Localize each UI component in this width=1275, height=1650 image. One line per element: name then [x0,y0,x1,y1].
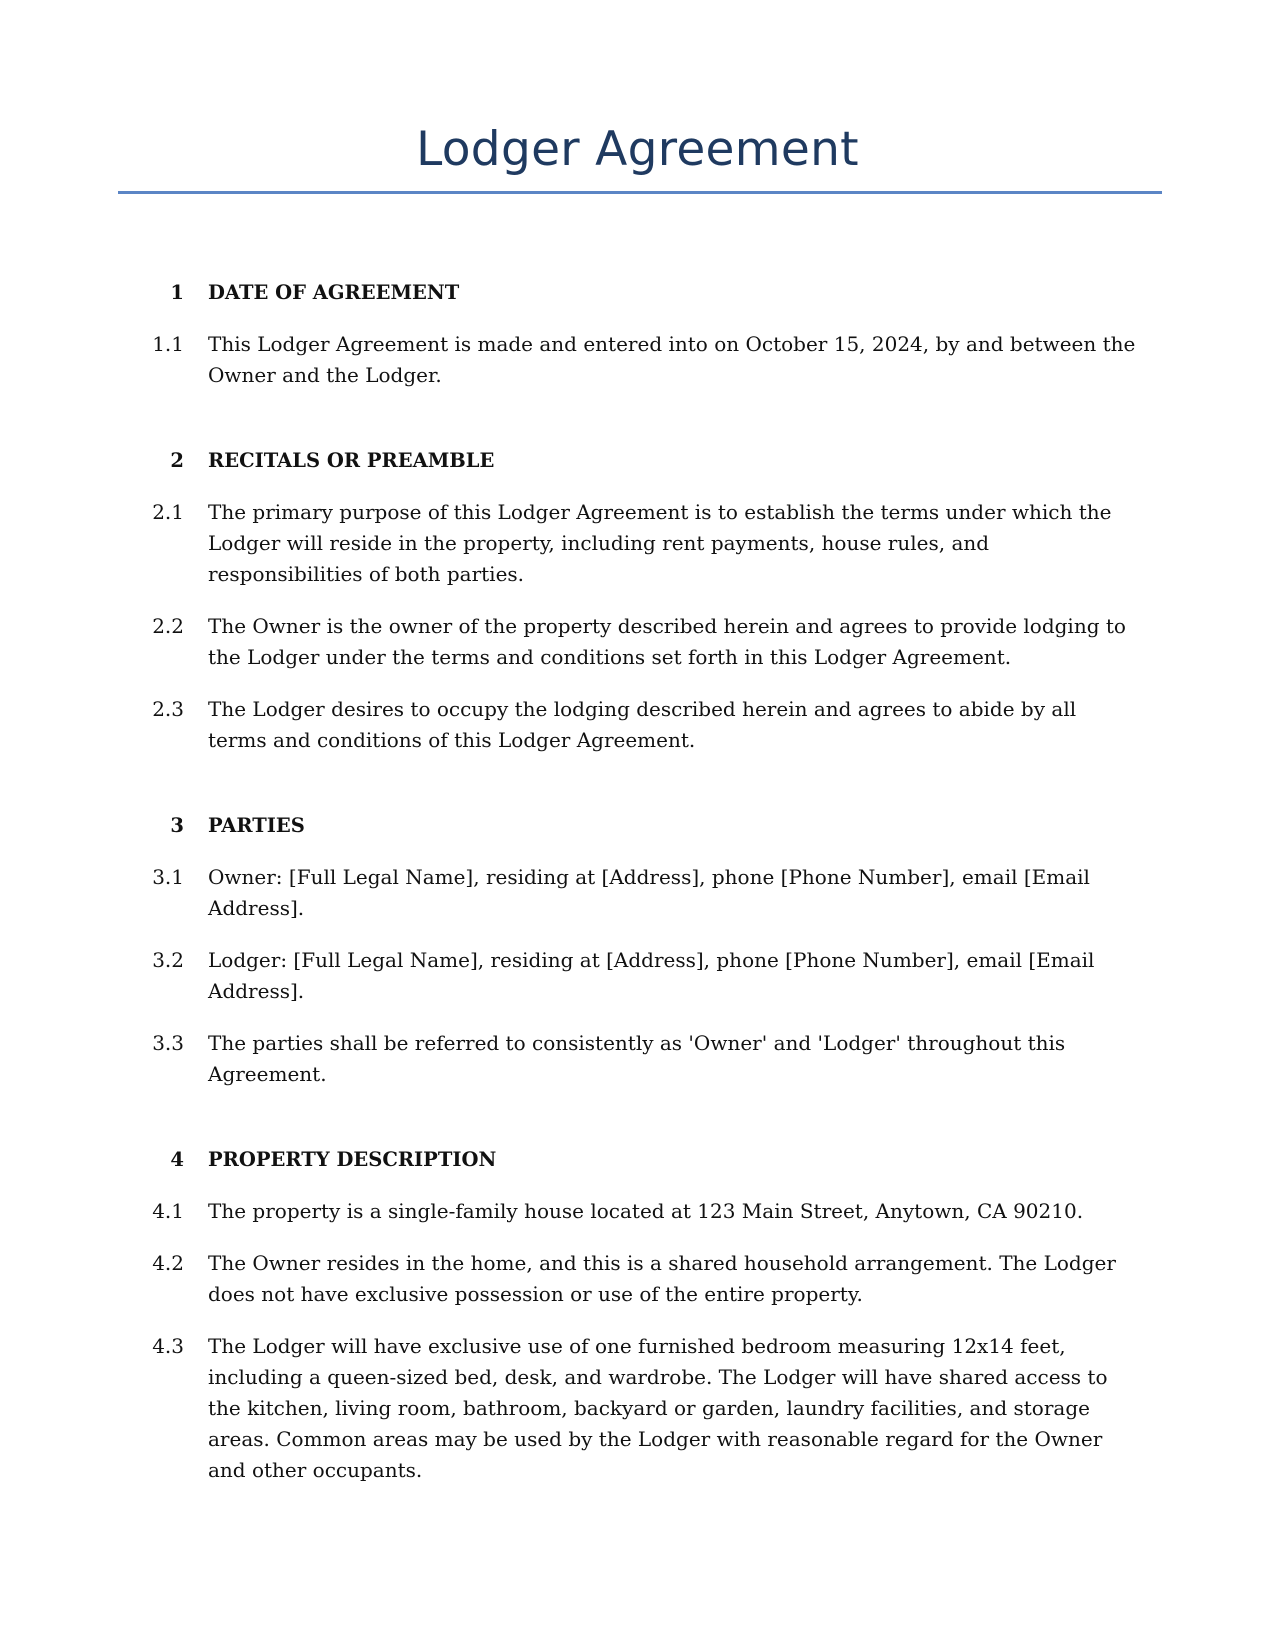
clause-number: 2.1 [152,500,184,524]
clause [0,611,1275,673]
section-parties [0,811,1275,1090]
clause-number: 3.2 [152,948,184,972]
clause [0,1196,1275,1227]
clause-number: 4.2 [152,1251,184,1275]
section-title: DATE OF AGREEMENT [208,281,460,304]
clause [0,694,1275,756]
clause-text: The Lodger will have exclusive use of one furnished bedroom measuring 12x14 feet, including a queen-sized bed, desk, and wardrobe. The Lodger will have shared access to the kitchen, living room, bathroom, backyard or garden, laundry facilities, and storage areas. Common areas may be used by the Lodger with reasonable regard for the Owner and other occupants. [208,1334,1108,1482]
document-body [0,278,1275,1541]
section-number: 4 [170,1148,184,1171]
section-title: PROPERTY DESCRIPTION [208,1148,497,1171]
clause-number: 4.1 [152,1199,184,1223]
clause-text: The Lodger desires to occupy the lodging described herein and agrees to abide by all terms and conditions of this Lodger Agreement. [208,697,1077,752]
clause-text: Lodger: [Full Legal Name], residing at [Address], phone [Phone Number], email [Email Address]. [208,948,1095,1003]
clause-text: The primary purpose of this Lodger Agreement is to establish the terms under which the Lodger will reside in the property, including rent payments, house rules, and responsibilities of both parties. [208,500,1112,586]
clause-number: 1.1 [152,332,184,356]
section-title: RECITALS OR PREAMBLE [208,449,495,472]
clause-number: 3.3 [152,1031,184,1055]
clause [0,945,1275,1007]
clause-text: The Owner resides in the home, and this is a shared household arrangement. The Lodger does not have exclusive possession or use of the entire property. [208,1251,1116,1306]
section-heading [0,278,1275,308]
section-number: 1 [170,281,184,304]
clause-text: This Lodger Agreement is made and entered into on October 15, 2024, by and between the Owner and the Lodger. [208,332,1136,387]
section-number: 2 [170,449,184,472]
section-property-description [0,1145,1275,1486]
clause-number: 3.1 [152,865,184,889]
clause [0,1028,1275,1090]
clause-text: Owner: [Full Legal Name], residing at [Address], phone [Phone Number], email [Email Address]. [208,865,1090,920]
clause [0,862,1275,924]
section-heading [0,811,1275,841]
clause-number: 4.3 [152,1334,184,1358]
clause [0,1331,1275,1486]
clause [0,1248,1275,1310]
clause-number: 2.3 [152,697,184,721]
section-recitals [0,446,1275,756]
clause-text: The Owner is the owner of the property described herein and agrees to provide lodging to the Lodger under the terms and conditions set forth in this Lodger Agreement. [208,614,1126,669]
clause-text: The parties shall be referred to consistently as 'Owner' and 'Lodger' throughout this Agreement. [208,1031,1066,1086]
clause [0,497,1275,590]
clause-number: 2.2 [152,614,184,638]
clause-text: The property is a single-family house located at 123 Main Street, Anytown, CA 90210. [208,1199,1084,1223]
clause [0,329,1275,391]
title-underline [118,191,1162,194]
section-heading [0,1145,1275,1175]
section-heading [0,446,1275,476]
section-number: 3 [170,814,184,837]
section-title: PARTIES [208,814,305,837]
document-title: Lodger Agreement [416,122,859,177]
section-date-of-agreement [0,278,1275,391]
